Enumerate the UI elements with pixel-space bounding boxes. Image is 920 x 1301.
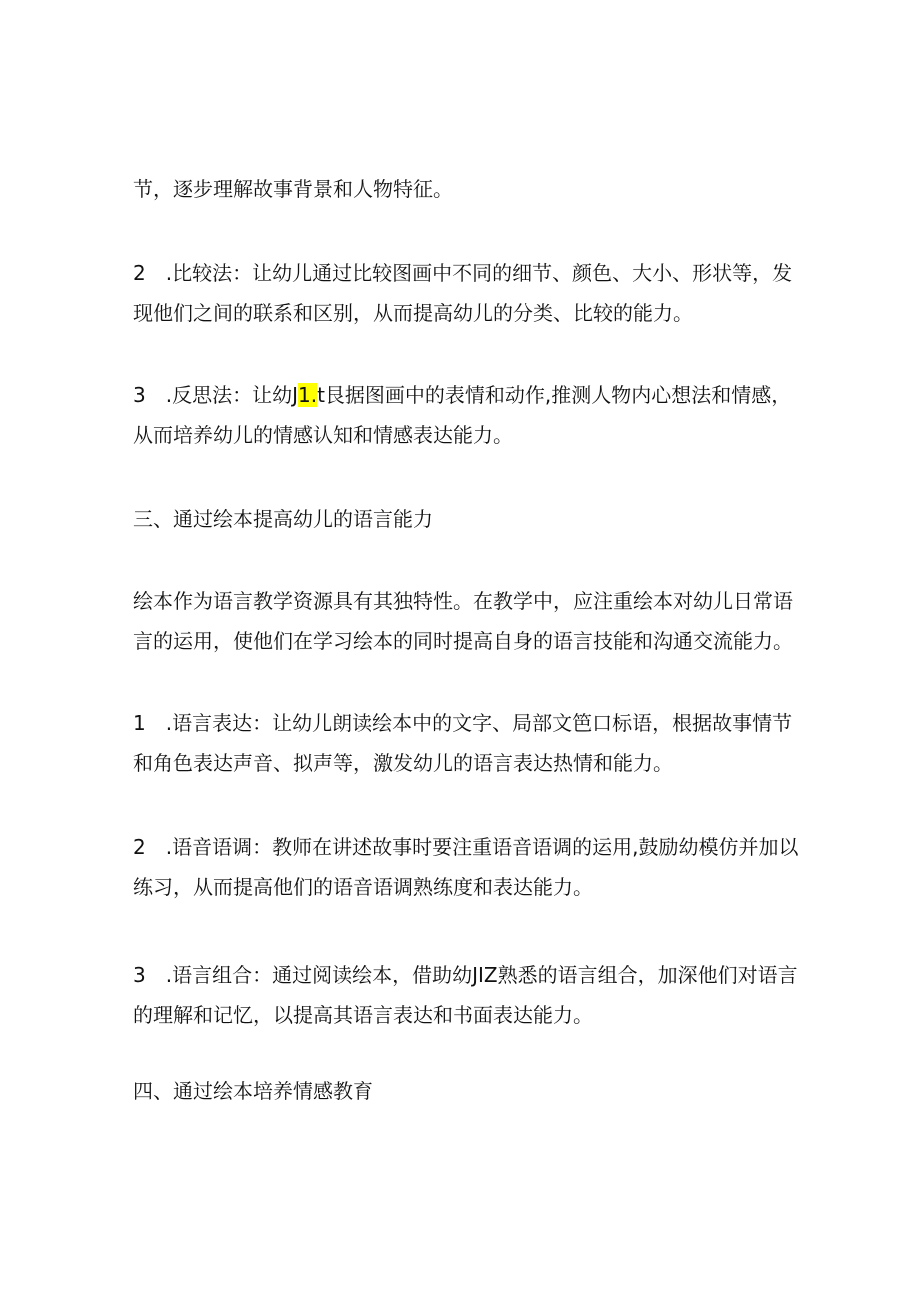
text-line: 1 .语言表达：让幼儿朗读绘本中的文字、局部文笆口标语，根据故事情节: [133, 711, 793, 735]
paragraph-intro: [133, 581, 793, 661]
text-line: 的理解和记忆，以提高其语言表达和书面表达能力。: [133, 1003, 593, 1027]
text-line: [133, 375, 793, 415]
text-line: 3 .语言组合：通过阅读绘本，借助幼JIZ熟悉的语言组合，加深他们对语言: [133, 963, 798, 987]
paragraph-continuation: [133, 169, 793, 209]
text-line: 2 .语音语调：教师在讲述故事时要注重语音语调的运用,鼓励幼模仿并加以: [133, 835, 799, 859]
text-line: 现他们之间的联系和区别，从而提高幼儿的分类、比较的能力。: [133, 301, 693, 325]
section-heading-three: [133, 499, 793, 539]
text-line: 和角色表达声音、拟声等，激发幼儿的语言表达热情和能力。: [133, 751, 673, 775]
heading-text: 三、通过绘本提高幼儿的语言能力: [133, 507, 433, 531]
paragraph-intonation: [133, 827, 799, 907]
text-line: 2 .比较法：让幼儿通过比较图画中不同的细节、颜色、大小、形状等，发: [133, 261, 793, 285]
text-line: 绘本作为语言教学资源具有其独特性。在教学中，应注重绘本对幼儿日常语: [133, 589, 793, 613]
highlighted-text: 1.: [297, 383, 318, 407]
text-segment: 3 .反思法：让幼J: [133, 383, 298, 407]
paragraph-comparison-method: [133, 253, 793, 333]
text-line: 节，逐步理解故事背景和人物特征。: [133, 177, 453, 201]
heading-text: 四、通过绘本培养情感教育: [133, 1079, 373, 1103]
paragraph-language-expression: [133, 703, 793, 783]
text-line: 从而培养幼儿的情感认知和情感表达能力。: [133, 423, 513, 447]
paragraph-reflection-method: [133, 375, 793, 455]
text-segment: t艮据图画中的表情和动作,推测人物内心想法和情感，: [317, 383, 792, 407]
paragraph-language-combination: [133, 955, 798, 1035]
text-line: 练习，从而提高他们的语音语调熟练度和表达能力。: [133, 875, 593, 899]
text-line: 言的运用，使他们在学习绘本的同时提高自身的语言技能和沟通交流能力。: [133, 629, 793, 653]
section-heading-four: [133, 1071, 793, 1111]
